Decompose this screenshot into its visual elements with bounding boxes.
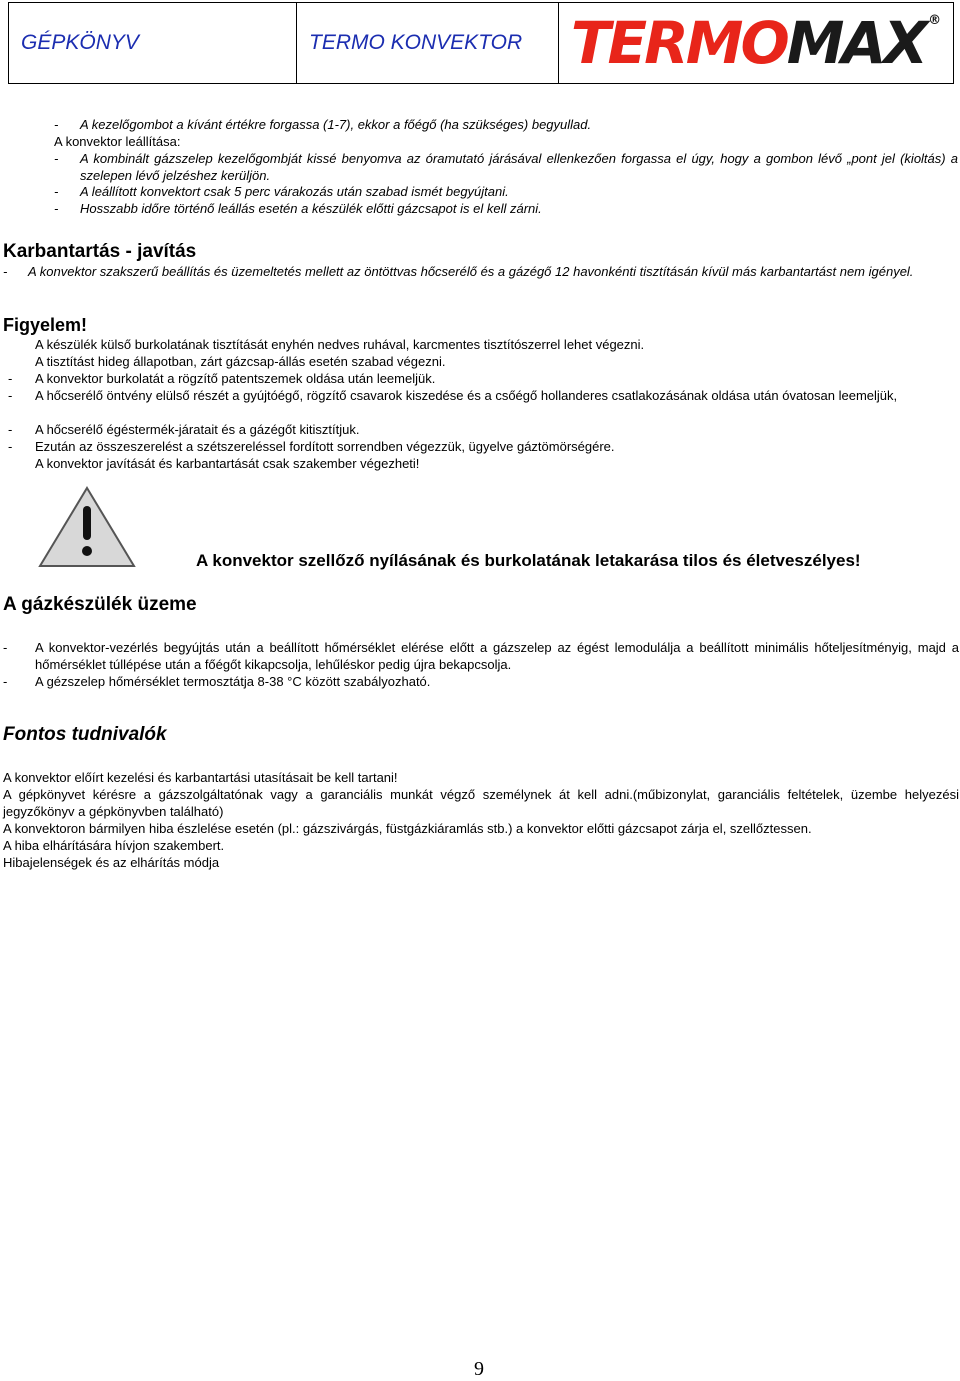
attention-bullet-2-text: A hőcserélő öntvény elülső részét a gyújtóégő, rögzítő csavarok kiszedése és a csőégő hollanderes csatlakozásának oldása után óvatosan leemeljük, (35, 388, 898, 403)
attention-heading: Figyelem! (3, 315, 88, 335)
attention-bullet-4: - Ezután az összeszerelést a szétszereléssel fordított sorrendben végezzük, ügyelve gáztömörségére. (8, 438, 958, 455)
header-cell-logo (559, 3, 953, 83)
attention-bullet-4-text: Ezután az összeszerelést a szétszereléssel fordított sorrendben végezzük, ügyelve gáztömörségére. (35, 439, 615, 454)
attention-bullet-3: - A hőcserélő égéstermék-járatait és a gázégőt kitisztítjuk. (8, 421, 958, 438)
attention-bullet-2: - A hőcserélő öntvény elülső részét a gyújtóégő, rögzítő csavarok kiszedése és a csőégő hollanderes csatlakozásának oldása után óvatosan leemeljük, (8, 387, 958, 404)
attention-para-1: A készülék külső burkolatának tisztítását enyhén nedves ruhával, karcmentes tisztítószerrel lehet végezni. (35, 337, 645, 352)
top-bullet-3-text: A leállított konvektort csak 5 perc várakozás után szabad ismét begyújtani. (80, 184, 509, 199)
important-line-3: A konvektoron bármilyen hiba észlelése esetén (pl.: gázszivárgás, füstgázkiáramlás stb.) a konvektor előtti gázcsapot zárja el, szellőztessen. (3, 821, 812, 836)
maintenance-bullet-1-text: A konvektor szakszerű beállítás és üzemeltetés mellett az öntöttvas hőcserélő és a gázégő 12 havonkénti tisztításán kívül más karbantartást nem igényel. (28, 264, 914, 279)
page-number: 9 (474, 1358, 484, 1380)
important-line-1: A konvektor előírt kezelési és karbantartási utasításait be kell tartani! (3, 770, 398, 785)
important-line-4: A hiba elhárítására hívjon szakembert. (3, 838, 225, 853)
top-bullet-4-text: Hosszabb időre történő leállás esetén a készülék előtti gázcsapot is el kell zárni. (80, 201, 542, 216)
warning-message: A konvektor szellőző nyílásának és burkolatának letakarása tilos és életveszélyes! (196, 551, 861, 570)
top-bullet-4: - Hosszabb időre történő leállás esetén a készülék előtti gázcsapot is el kell zárni. (54, 200, 954, 217)
maintenance-bullet-1: - A konvektor szakszerű beállítás és üzemeltetés mellett az öntöttvas hőcserélő és a gázégő 12 havonkénti tisztításán kívül más karbantartást nem igényel. (3, 263, 959, 280)
termomax-logo (571, 9, 941, 77)
warning-triangle-icon (38, 486, 136, 568)
maintenance-heading: Karbantartás - javítás (3, 241, 197, 262)
top-bullet-1: - A kezelőgombot a kívánt értékre forgassa (1-7), ekkor a főégő (ha szükséges) begyullad. (54, 116, 954, 133)
registered-mark: ® (928, 13, 942, 28)
top-bullet-3: - A leállított konvektort csak 5 perc várakozás után szabad ismét begyújtani. (54, 183, 954, 200)
attention-para-3: A konvektor javítását és karbantartását csak szakember végezheti! (35, 456, 420, 471)
attention-para-2: A tisztítást hideg állapotban, zárt gázcsap-állás esetén szabad végezni. (35, 354, 446, 369)
important-line-2: A gépkönyvet kérésre a gázszolgáltatónak vagy a garanciális munkát végző személynek át kell adni.(műbizonylat, garanciális feltételek, üzembe helyezési jegyzőkönyv a gépkönyvben található) (3, 787, 959, 819)
page-header (8, 2, 954, 84)
top-bullet-1-text: A kezelőgombot a kívánt értékre forgassa (1-7), ekkor a főégő (ha szükséges) begyullad. (80, 117, 592, 132)
operation-bullet-1: - A konvektor-vezérlés begyújtás után a beállított hőmérséklet elérése előtt a gázszelep az égést lemodulálja a beállított minimális hőteljesítményig, majd a hőmérséklet túllépése után a főégőt kikapcsolja, lehűléskor pedig újra bekapcsolja. (3, 640, 959, 672)
operation-bullet-2: - A gézszelep hőmérséklet termosztátja 8-38 °C között szabályozható. (3, 673, 959, 690)
header-cell-middle (297, 3, 559, 83)
operation-bullet-1-text: A konvektor-vezérlés begyújtás után a beállított hőmérséklet elérése előtt a gázszelep az égést lemodulálja a beállított minimális hőteljesítményig, majd a hőmérséklet túllépése után a főégőt kikapcsolja, lehűléskor pedig újra bekapcsolja. (35, 640, 959, 672)
shutdown-title: A konvektor leállítása: (54, 134, 181, 149)
important-heading: Fontos tudnivalók (3, 724, 167, 745)
attention-bullet-1-text: A konvektor burkolatát a rögzítő patentszemek oldása után leemeljük. (35, 371, 436, 386)
header-product-name: TERMO KONVEKTOR (309, 31, 523, 54)
operation-bullet-2-text: A gézszelep hőmérséklet termosztátja 8-38 °C között szabályozható. (35, 674, 431, 689)
operation-heading: A gázkészülék üzeme (3, 594, 197, 615)
header-cell-left (9, 3, 297, 83)
important-line-5: Hibajelenségek és az elhárítás módja (3, 855, 220, 870)
attention-bullet-3-text: A hőcserélő égéstermék-járatait és a gázégőt kitisztítjuk. (35, 422, 360, 437)
top-bullet-2-text: A kombinált gázszelep kezelőgombját kissé benyomva az óramutató járásával ellenkezően forgassa el úgy, hogy a gombon lévő „pont jel (kioltás) a szelepen lévő jelzéshez kerüljön. (80, 151, 958, 183)
top-bullet-2: - A kombinált gázszelep kezelőgombját kissé benyomva az óramutató járásával ellenkezően forgassa el úgy, hogy a gombon lévő „pont jel (kioltás) a szelepen lévő jelzéshez kerüljön. (54, 151, 958, 183)
logo-text-termo: TERMO (570, 9, 787, 77)
logo-text-max: MAX (786, 9, 926, 77)
attention-bullet-1: - A konvektor burkolatát a rögzítő patentszemek oldása után leemeljük. (8, 370, 958, 387)
header-document-type: GÉPKÖNYV (21, 31, 139, 54)
